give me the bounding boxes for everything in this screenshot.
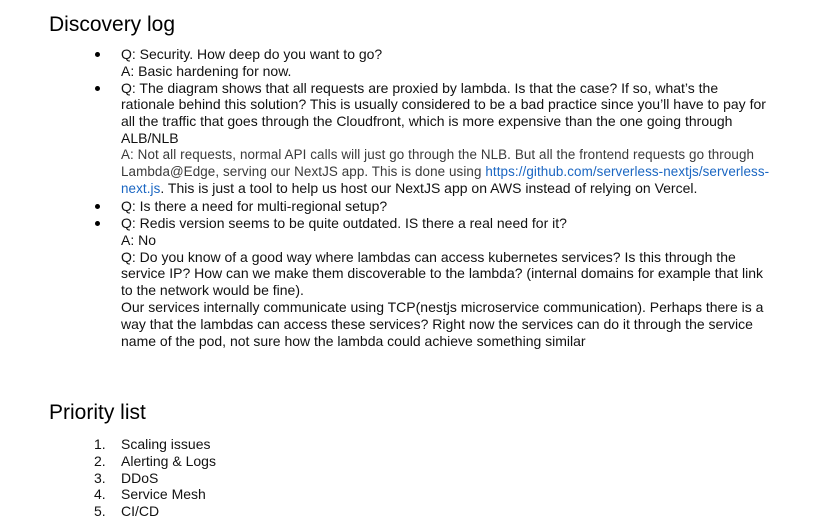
followup-note-text: Our services internally communicate using TCP(nestjs microservice communication). Perhaps there is a way that the lambdas can access these services? Right now the services can do it through the service name of the pod, not sure how the lambda could achieve something similar <box>121 298 764 349</box>
discovery-log-heading: Discovery log <box>49 13 176 36</box>
priority-list <box>0 436 825 520</box>
priority-list-heading: Priority list <box>49 401 146 424</box>
question-text: Q: Security. How deep do you want to go? <box>121 46 383 62</box>
priority-label: Service Mesh <box>121 486 206 503</box>
discovery-question-list <box>0 46 825 349</box>
github-link[interactable]: https://github.com/serverless-nextjs/serverless-next.js <box>121 163 770 197</box>
priority-item <box>0 436 825 453</box>
answer-text-before-link: A: Not all requests, normal API calls will just go through the NLB. But all the frontend requests go through Lambda@Edge, serving our NextJS app. This is done using <box>121 146 755 179</box>
priority-label: DDoS <box>121 469 159 486</box>
priority-item <box>0 486 825 503</box>
question-text: Q: Is there a need for multi-regional setup? <box>121 198 388 215</box>
bullet-icon <box>95 221 100 226</box>
answer-text-after-link: . This is just a tool to help us host our NextJS app on AWS instead of relying on Vercel. <box>160 180 698 197</box>
question-text: Q: Redis version seems to be quite outdated. IS there a real need for it? <box>121 214 567 231</box>
priority-label: CI/CD <box>121 503 160 520</box>
priority-number: 4. <box>94 486 106 503</box>
answer-text: A: No <box>121 231 157 248</box>
bullet-icon <box>95 86 100 91</box>
priority-number: 2. <box>94 452 106 469</box>
question-text: Q: The diagram shows that all requests are proxied by lambda. Is that the case? If so, what’s the rationale behind this solution? This is usually considered to be a bad practice since you’ll have to pay for all the traffic that goes through the Cloudfront, which is more expensive than the one going through ALB/NLB <box>121 79 766 146</box>
priority-item <box>0 503 825 520</box>
list-item <box>0 80 771 199</box>
list-item <box>0 215 771 349</box>
priority-number: 3. <box>94 469 106 486</box>
bullet-icon <box>95 52 100 57</box>
followup-question-text: Q: Do you know of a good way where lambdas can access kubernetes services? Is this through the service IP? How can we make them discoverable to the lambda? (internal domains for example that link to the network would be fine). <box>121 248 763 299</box>
list-item <box>0 198 771 215</box>
answer-text <box>121 147 771 198</box>
priority-number: 1. <box>94 436 106 452</box>
priority-item <box>0 453 825 470</box>
answer-text: A: Basic hardening for now. <box>121 62 292 79</box>
priority-label: Alerting & Logs <box>121 452 216 469</box>
priority-label: Scaling issues <box>121 436 211 452</box>
priority-item <box>0 470 825 487</box>
list-item <box>0 46 771 80</box>
priority-number: 5. <box>94 503 106 520</box>
bullet-icon <box>95 204 100 209</box>
